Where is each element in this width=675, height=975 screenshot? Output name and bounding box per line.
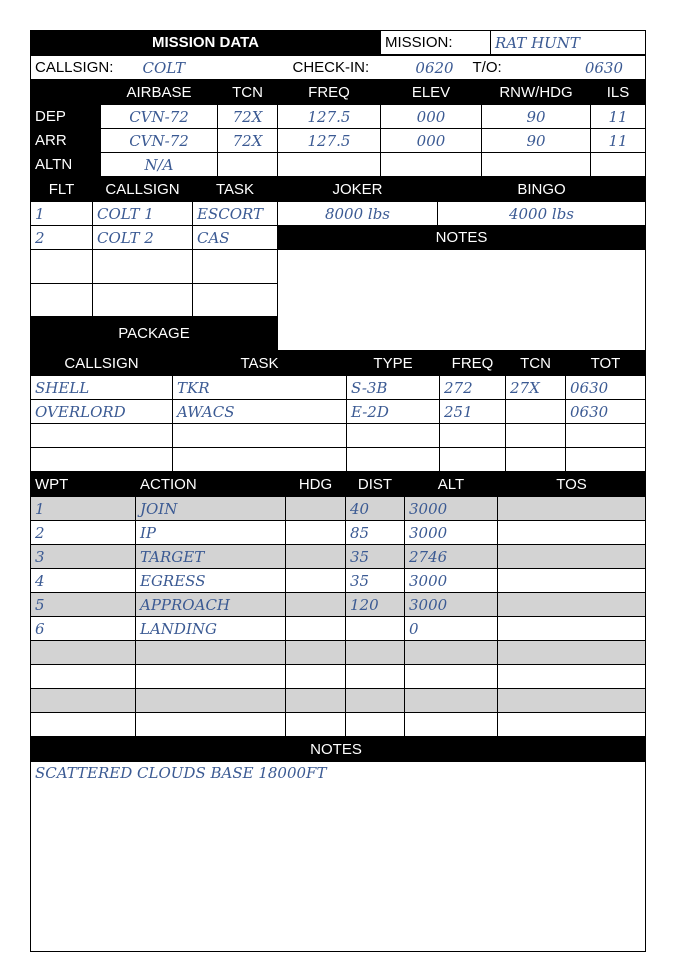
package-1-freq[interactable]: 272 — [440, 376, 506, 400]
arr-airbase[interactable]: CVN-72 — [101, 129, 218, 153]
wpt-5-number[interactable]: 5 — [31, 593, 136, 617]
col-rnw-hdg: RNW/HDG — [482, 81, 591, 105]
airbase-row-altn — [31, 153, 646, 177]
package-4-tcn[interactable] — [506, 448, 566, 472]
col-airbase: AIRBASE — [101, 81, 218, 105]
arr-tcn[interactable]: 72X — [218, 129, 278, 153]
package-row — [31, 376, 646, 400]
wpt-6-dist[interactable] — [346, 617, 405, 641]
wpt-10-hdg[interactable] — [286, 713, 346, 737]
wpt-3-hdg[interactable] — [286, 545, 346, 569]
dep-elev[interactable]: 000 — [381, 105, 482, 129]
waypoint-row — [31, 665, 646, 689]
arr-freq[interactable]: 127.5 — [278, 129, 381, 153]
flight-notes-area[interactable] — [278, 250, 646, 351]
joker-label: JOKER — [278, 178, 438, 202]
flight-1-callsign[interactable]: COLT 1 — [93, 202, 193, 226]
flight-table — [30, 177, 646, 351]
airbase-row-dep — [31, 105, 646, 129]
wpt-5-tos[interactable] — [498, 593, 646, 617]
mission-value[interactable]: RAT HUNT — [491, 31, 646, 55]
airbase-table — [30, 80, 646, 177]
mission-data-card — [30, 30, 645, 952]
wpt-2-dist[interactable]: 85 — [346, 521, 405, 545]
wpt-6-hdg[interactable] — [286, 617, 346, 641]
to-value[interactable]: 0630 — [529, 56, 646, 80]
wpt-2-number[interactable]: 2 — [31, 521, 136, 545]
package-3-tcn[interactable] — [506, 424, 566, 448]
altn-ils[interactable] — [591, 153, 646, 177]
col-flt: FLT — [31, 178, 93, 202]
arr-rnw[interactable]: 90 — [482, 129, 591, 153]
wpt-1-dist[interactable]: 40 — [346, 497, 405, 521]
package-4-tot[interactable] — [566, 448, 646, 472]
col-dist: DIST — [346, 473, 405, 497]
package-3-type[interactable] — [347, 424, 440, 448]
wpt-10-tos[interactable] — [498, 713, 646, 737]
waypoint-row — [31, 521, 646, 545]
package-3-callsign[interactable] — [31, 424, 173, 448]
notes-title-end — [591, 738, 646, 762]
package-1-type[interactable]: S-3B — [347, 376, 440, 400]
col-freq: FREQ — [278, 81, 381, 105]
wpt-10-alt[interactable] — [405, 713, 498, 737]
wpt-9-number[interactable] — [31, 689, 136, 713]
wpt-8-hdg[interactable] — [286, 665, 346, 689]
wpt-4-hdg[interactable] — [286, 569, 346, 593]
package-1-task[interactable]: TKR — [173, 376, 347, 400]
package-row — [31, 400, 646, 424]
wpt-10-action[interactable] — [136, 713, 286, 737]
flight-1-task[interactable]: ESCORT — [193, 202, 278, 226]
row-label-arr: ARR — [31, 129, 101, 153]
wpt-3-tos[interactable] — [498, 545, 646, 569]
waypoint-row — [31, 689, 646, 713]
col-package-type: TYPE — [347, 352, 440, 376]
wpt-10-number[interactable] — [31, 713, 136, 737]
wpt-10-dist[interactable] — [346, 713, 405, 737]
package-4-freq[interactable] — [440, 448, 506, 472]
package-3-task[interactable] — [173, 424, 347, 448]
col-action: ACTION — [136, 473, 286, 497]
wpt-9-dist[interactable] — [346, 689, 405, 713]
wpt-3-alt[interactable]: 2746 — [405, 545, 498, 569]
wpt-8-action[interactable] — [136, 665, 286, 689]
flight-3-callsign[interactable] — [93, 250, 193, 284]
package-1-tcn[interactable]: 27X — [506, 376, 566, 400]
header-table — [30, 30, 646, 55]
bingo-label: BINGO — [438, 178, 646, 202]
waypoint-row — [31, 497, 646, 521]
flight-row — [31, 226, 646, 250]
dep-airbase[interactable]: CVN-72 — [101, 105, 218, 129]
col-package-callsign: CALLSIGN — [31, 352, 173, 376]
wpt-5-dist[interactable]: 120 — [346, 593, 405, 617]
wpt-2-hdg[interactable] — [286, 521, 346, 545]
waypoint-table — [30, 472, 646, 737]
package-2-type[interactable]: E-2D — [347, 400, 440, 424]
wpt-6-number[interactable]: 6 — [31, 617, 136, 641]
col-wpt: WPT — [31, 473, 136, 497]
airbase-row-arr — [31, 129, 646, 153]
col-tcn: TCN — [218, 81, 278, 105]
wpt-7-action[interactable] — [136, 641, 286, 665]
wpt-7-hdg[interactable] — [286, 641, 346, 665]
wpt-4-number[interactable]: 4 — [31, 569, 136, 593]
wpt-4-alt[interactable]: 3000 — [405, 569, 498, 593]
wpt-4-action[interactable]: EGRESS — [136, 569, 286, 593]
wpt-3-action[interactable]: TARGET — [136, 545, 286, 569]
altn-elev[interactable] — [381, 153, 482, 177]
altn-freq[interactable] — [278, 153, 381, 177]
col-tos: TOS — [498, 473, 646, 497]
package-4-type[interactable] — [347, 448, 440, 472]
wpt-6-tos[interactable] — [498, 617, 646, 641]
flight-1-flt[interactable]: 1 — [31, 202, 93, 226]
package-1-tot[interactable]: 0630 — [566, 376, 646, 400]
row-label-altn: ALTN — [31, 153, 101, 177]
wpt-9-alt[interactable] — [405, 689, 498, 713]
card-title: MISSION DATA — [31, 31, 381, 55]
flight-2-task[interactable]: CAS — [193, 226, 278, 250]
package-3-freq[interactable] — [440, 424, 506, 448]
dep-tcn[interactable]: 72X — [218, 105, 278, 129]
checkin-value[interactable]: 0620 — [401, 56, 469, 80]
package-row — [31, 424, 646, 448]
wpt-5-hdg[interactable] — [286, 593, 346, 617]
wpt-8-tos[interactable] — [498, 665, 646, 689]
package-2-callsign[interactable]: OVERLORD — [31, 400, 173, 424]
wpt-5-alt[interactable]: 3000 — [405, 593, 498, 617]
row-label-dep: DEP — [31, 105, 101, 129]
wpt-3-number[interactable]: 3 — [31, 545, 136, 569]
flight-2-flt[interactable]: 2 — [31, 226, 93, 250]
wpt-2-tos[interactable] — [498, 521, 646, 545]
flight-4-callsign[interactable] — [93, 283, 193, 317]
wpt-1-tos[interactable] — [498, 497, 646, 521]
wpt-6-alt[interactable]: 0 — [405, 617, 498, 641]
joker-value[interactable]: 8000 lbs — [278, 202, 438, 226]
flight-4-task[interactable] — [193, 283, 278, 317]
altn-rnw[interactable] — [482, 153, 591, 177]
bingo-value[interactable]: 4000 lbs — [438, 202, 646, 226]
dep-rnw[interactable]: 90 — [482, 105, 591, 129]
wpt-1-action[interactable]: JOIN — [136, 497, 286, 521]
notes-table — [30, 737, 646, 952]
wpt-8-number[interactable] — [31, 665, 136, 689]
wpt-1-number[interactable]: 1 — [31, 497, 136, 521]
flight-3-task[interactable] — [193, 250, 278, 284]
col-flight-callsign: CALLSIGN — [93, 178, 193, 202]
col-package-tot: TOT — [566, 352, 646, 376]
package-2-tot[interactable]: 0630 — [566, 400, 646, 424]
wpt-2-action[interactable]: IP — [136, 521, 286, 545]
col-flight-task: TASK — [193, 178, 278, 202]
wpt-6-action[interactable]: LANDING — [136, 617, 286, 641]
col-package-tcn: TCN — [506, 352, 566, 376]
checkin-label: CHECK-IN: — [289, 56, 401, 80]
package-4-callsign[interactable] — [31, 448, 173, 472]
package-3-tot[interactable] — [566, 424, 646, 448]
col-ils: ILS — [591, 81, 646, 105]
col-package-task: TASK — [173, 352, 347, 376]
waypoint-row — [31, 545, 646, 569]
wpt-7-number[interactable] — [31, 641, 136, 665]
waypoint-row — [31, 641, 646, 665]
wpt-1-alt[interactable]: 3000 — [405, 497, 498, 521]
flight-3-flt[interactable] — [31, 250, 93, 284]
package-2-task[interactable]: AWACS — [173, 400, 347, 424]
wpt-9-action[interactable] — [136, 689, 286, 713]
flight-2-callsign[interactable]: COLT 2 — [93, 226, 193, 250]
altn-airbase[interactable]: N/A — [101, 153, 218, 177]
wpt-2-alt[interactable]: 3000 — [405, 521, 498, 545]
dep-ils[interactable]: 11 — [591, 105, 646, 129]
waypoint-row — [31, 713, 646, 737]
flight-notes-label: NOTES — [278, 226, 646, 250]
wpt-8-dist[interactable] — [346, 665, 405, 689]
wpt-4-tos[interactable] — [498, 569, 646, 593]
arr-elev[interactable]: 000 — [381, 129, 482, 153]
notes-title: NOTES — [31, 738, 591, 762]
waypoint-row — [31, 617, 646, 641]
col-elev: ELEV — [381, 81, 482, 105]
waypoint-row — [31, 593, 646, 617]
package-table — [30, 351, 646, 472]
callsign-row — [30, 55, 646, 80]
package-2-freq[interactable]: 251 — [440, 400, 506, 424]
wpt-1-hdg[interactable] — [286, 497, 346, 521]
package-4-task[interactable] — [173, 448, 347, 472]
flight-4-flt[interactable] — [31, 283, 93, 317]
mission-label: MISSION: — [381, 31, 491, 55]
col-package-freq: FREQ — [440, 352, 506, 376]
waypoint-row — [31, 569, 646, 593]
wpt-9-tos[interactable] — [498, 689, 646, 713]
notes-text[interactable]: SCATTERED CLOUDS BASE 18000FT — [31, 762, 646, 952]
wpt-5-action[interactable]: APPROACH — [136, 593, 286, 617]
wpt-3-dist[interactable]: 35 — [346, 545, 405, 569]
wpt-7-alt[interactable] — [405, 641, 498, 665]
package-1-callsign[interactable]: SHELL — [31, 376, 173, 400]
wpt-7-tos[interactable] — [498, 641, 646, 665]
wpt-8-alt[interactable] — [405, 665, 498, 689]
to-label: T/O: — [469, 56, 529, 80]
arr-ils[interactable]: 11 — [591, 129, 646, 153]
wpt-4-dist[interactable]: 35 — [346, 569, 405, 593]
wpt-9-hdg[interactable] — [286, 689, 346, 713]
package-row — [31, 448, 646, 472]
dep-freq[interactable]: 127.5 — [278, 105, 381, 129]
altn-tcn[interactable] — [218, 153, 278, 177]
airbase-corner — [31, 81, 101, 105]
flight-row — [31, 202, 646, 226]
flight-row — [31, 250, 646, 284]
callsign-value[interactable]: COLT — [139, 56, 289, 80]
col-alt: ALT — [405, 473, 498, 497]
callsign-label: CALLSIGN: — [31, 56, 139, 80]
package-2-tcn[interactable] — [506, 400, 566, 424]
wpt-7-dist[interactable] — [346, 641, 405, 665]
package-title: PACKAGE — [31, 317, 278, 351]
col-hdg: HDG — [286, 473, 346, 497]
